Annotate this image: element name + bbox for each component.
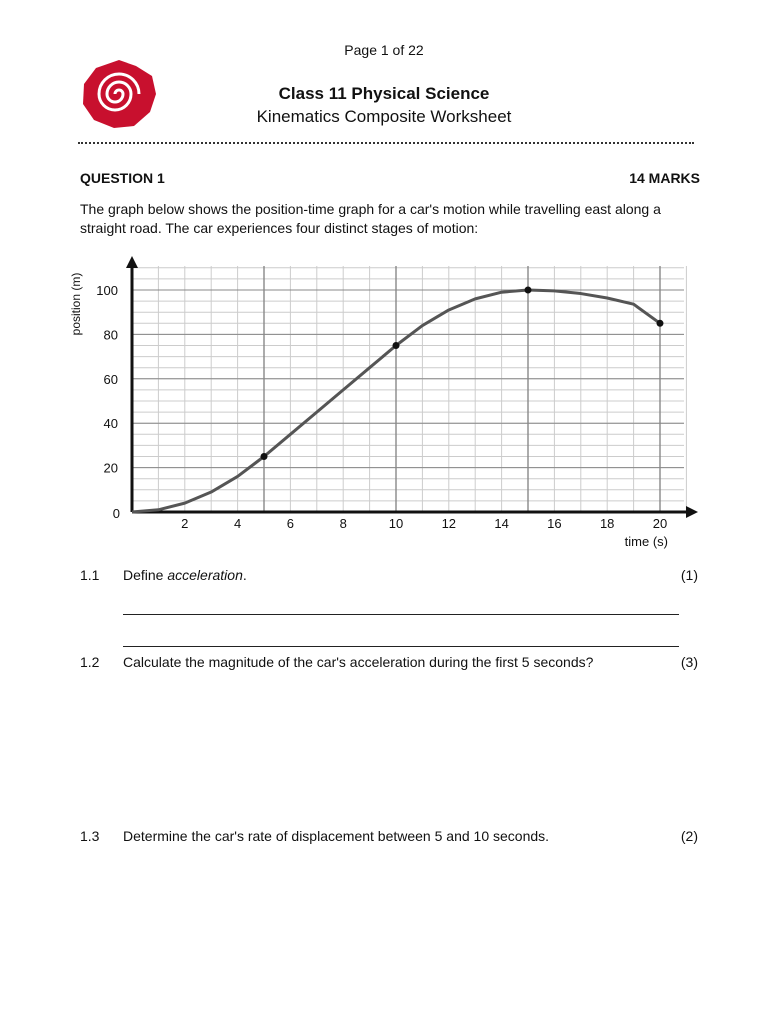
x-tick-label: 18 xyxy=(599,516,615,531)
subquestion-text-part: . xyxy=(242,567,247,583)
subquestion-marks: (3) xyxy=(680,654,698,670)
data-point xyxy=(261,453,268,460)
subquestion-marks: (1) xyxy=(680,567,698,583)
y-axis-label: position (m) xyxy=(69,272,83,336)
question-marks: 14 MARKS xyxy=(629,170,700,186)
x-tick-label: 10 xyxy=(388,516,404,531)
data-point xyxy=(525,287,532,294)
x-tick-label: 2 xyxy=(181,516,189,531)
document-subtitle: Kinematics Composite Worksheet xyxy=(256,107,512,126)
page-number: Page 1 of 22 xyxy=(344,42,424,58)
x-tick-label: 14 xyxy=(494,516,509,531)
x-axis-arrow xyxy=(686,506,698,518)
subquestion-text: Calculate the magnitude of the car's acceleration during the first 5 seconds? xyxy=(123,654,594,670)
document-title: Class 11 Physical Science xyxy=(278,84,490,103)
question-intro: The graph below shows the position-time graph for a car's motion while travelling east along a straight road. The car experiences four distinct stages of motion: xyxy=(80,201,661,236)
subquestion-number: 1.3 xyxy=(80,828,100,844)
x-tick-label: 20 xyxy=(652,516,668,531)
data-point xyxy=(657,320,664,327)
x-tick-label: 4 xyxy=(233,516,242,531)
subquestion-marks: (2) xyxy=(680,828,698,844)
y-tick-label: 20 xyxy=(103,460,118,476)
x-tick-label: 16 xyxy=(547,516,562,531)
x-tick-label: 8 xyxy=(339,516,347,531)
x-tick-label: 6 xyxy=(286,516,295,531)
x-tick-label: 12 xyxy=(441,516,457,531)
data-point xyxy=(393,342,400,349)
subquestion-number: 1.2 xyxy=(80,654,100,670)
position-time-graph xyxy=(64,254,704,554)
y-tick-label: 40 xyxy=(103,416,118,432)
y-tick-label: 80 xyxy=(103,327,118,343)
subquestion-term: acceleration xyxy=(167,567,243,583)
x-axis-label: time (s) xyxy=(624,534,668,549)
subquestion-text xyxy=(123,567,247,583)
subquestion-text: Determine the car's rate of displacement between 5 and 10 seconds. xyxy=(123,828,550,844)
header-divider xyxy=(78,142,694,144)
y-tick-label: 100 xyxy=(96,283,118,298)
subquestion-text-part: Define xyxy=(123,567,168,583)
question-heading: QUESTION 1 xyxy=(80,170,165,186)
y-axis-arrow xyxy=(126,256,138,268)
y-tick-label: 60 xyxy=(103,371,118,387)
answer-line[interactable] xyxy=(123,646,679,647)
subquestion-number: 1.1 xyxy=(80,567,100,583)
y-tick-label: 0 xyxy=(112,506,120,521)
answer-line[interactable] xyxy=(123,614,679,615)
